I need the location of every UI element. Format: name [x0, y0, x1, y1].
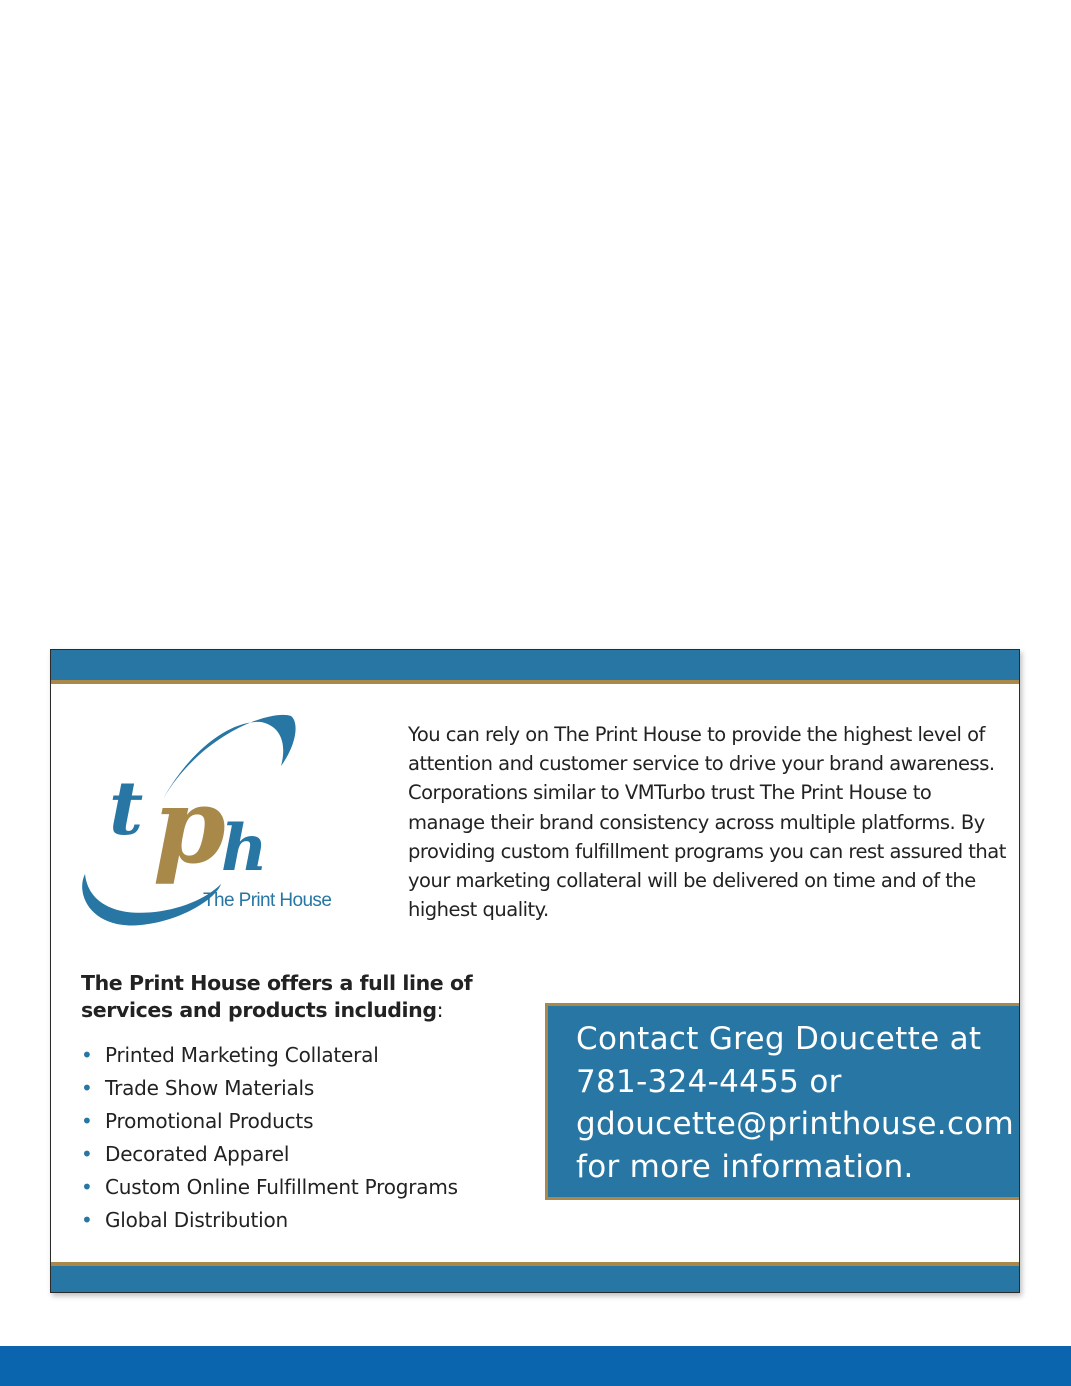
offers-heading-colon: :	[436, 998, 444, 1022]
logo-letter-t: t	[109, 766, 144, 852]
bullet-icon: •	[81, 1043, 93, 1067]
contact-email: gdoucette@printhouse.com	[576, 1106, 1015, 1142]
services-list	[81, 1039, 521, 1237]
logo-letter-h: h	[221, 811, 268, 886]
bullet-icon: •	[81, 1109, 93, 1133]
intro-paragraph: You can rely on The Print House to provide the highest level of attention and customer service to drive your brand awareness. Corporations similar to VMTurbo trust The Print House to manage their brand consistency across multiple platforms. By providing custom fulfillment programs you can rest assured that your marketing collateral will be delivered on time and of the highest quality.	[408, 723, 1006, 922]
service-label: Trade Show Materials	[105, 1076, 315, 1100]
list-item	[81, 1171, 521, 1204]
contact-box	[545, 1003, 1020, 1200]
bottom-band	[51, 1262, 1019, 1292]
list-item	[81, 1039, 521, 1072]
bullet-icon: •	[81, 1208, 93, 1232]
logo-tagline: The Print House	[203, 890, 332, 911]
service-label: Promotional Products	[105, 1109, 314, 1133]
contact-line: Contact Greg Doucette at	[576, 1021, 982, 1057]
bullet-icon: •	[81, 1175, 93, 1199]
list-item	[81, 1105, 521, 1138]
logo-letter-p: p	[153, 764, 226, 887]
contact-phone: 781-324-4455 or	[576, 1063, 842, 1100]
offers-heading	[81, 970, 521, 1024]
service-label: Custom Online Fulfillment Programs	[105, 1175, 458, 1199]
service-label: Decorated Apparel	[105, 1142, 290, 1166]
page-footer-bar	[0, 1346, 1071, 1386]
service-label: Global Distribution	[105, 1208, 289, 1232]
offers-heading-text: The Print House offers a full line of services and products including	[81, 971, 473, 1022]
list-item	[81, 1204, 521, 1237]
list-item	[81, 1138, 521, 1171]
tph-logo	[71, 704, 361, 934]
bullet-icon: •	[81, 1076, 93, 1100]
service-label: Printed Marketing Collateral	[105, 1043, 379, 1067]
bullet-icon: •	[81, 1142, 93, 1166]
list-item	[81, 1072, 521, 1105]
print-house-ad	[50, 649, 1020, 1293]
contact-line: for more information.	[576, 1148, 914, 1185]
top-band	[51, 650, 1019, 684]
